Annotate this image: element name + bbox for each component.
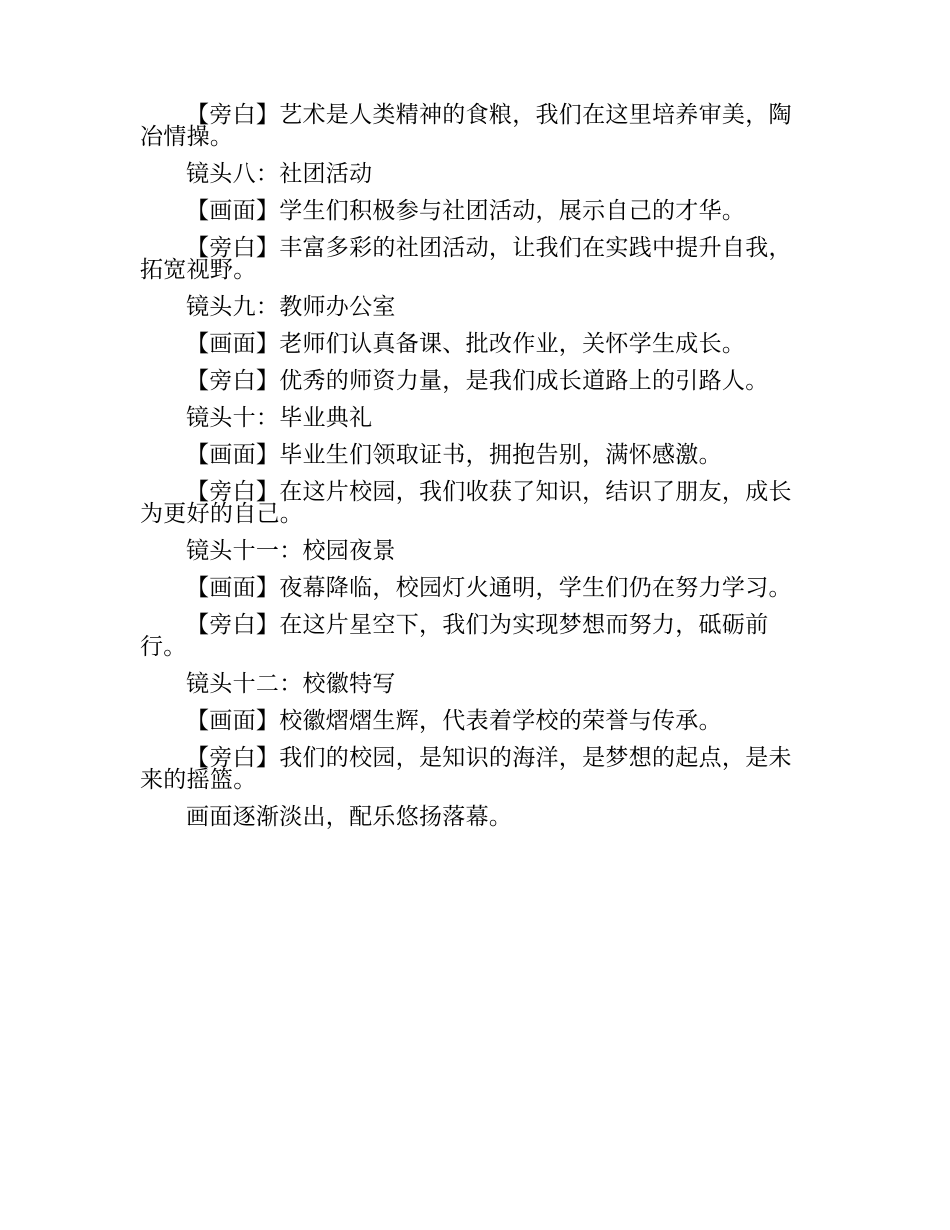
scene-heading: 镜头九：教师办公室 (186, 294, 396, 320)
visual-paragraph: 【画面】学生们积极参与社团活动，展示自己的才华。 (186, 198, 746, 224)
visual-paragraph: 【画面】毕业生们领取证书，拥抱告别，满怀感激。 (186, 442, 722, 468)
scene-heading: 镜头十一：校园夜景 (186, 538, 396, 564)
narration-paragraph: 【旁白】丰富多彩的社团活动，让我们在实践中提升自我，拓宽视野。 (140, 235, 792, 283)
visual-paragraph: 【画面】老师们认真备课、批改作业，关怀学生成长。 (186, 331, 746, 357)
scene-heading: 镜头十二：校徽特写 (186, 671, 396, 697)
narration-paragraph: 【旁白】我们的校园，是知识的海洋，是梦想的起点，是未来的摇篮。 (140, 745, 792, 793)
narration-paragraph: 【旁白】优秀的师资力量，是我们成长道路上的引路人。 (186, 368, 769, 394)
scene-heading: 镜头十：毕业典礼 (186, 405, 373, 431)
narration-paragraph: 【旁白】在这片星空下，我们为实现梦想而努力，砥砺前行。 (140, 612, 769, 660)
visual-paragraph: 【画面】校徽熠熠生辉，代表着学校的荣誉与传承。 (186, 708, 722, 734)
narration-paragraph: 【旁白】艺术是人类精神的食粮，我们在这里培养审美，陶冶情操。 (140, 102, 792, 150)
narration-paragraph: 【旁白】在这片校园，我们收获了知识，结识了朋友，成长为更好的自己。 (140, 479, 792, 527)
document-body (140, 104, 810, 843)
closing-paragraph: 画面逐渐淡出，配乐悠扬落幕。 (186, 804, 513, 830)
scene-heading: 镜头八：社团活动 (186, 161, 373, 187)
visual-paragraph: 【画面】夜幕降临，校园灯火通明，学生们仍在努力学习。 (186, 575, 792, 601)
